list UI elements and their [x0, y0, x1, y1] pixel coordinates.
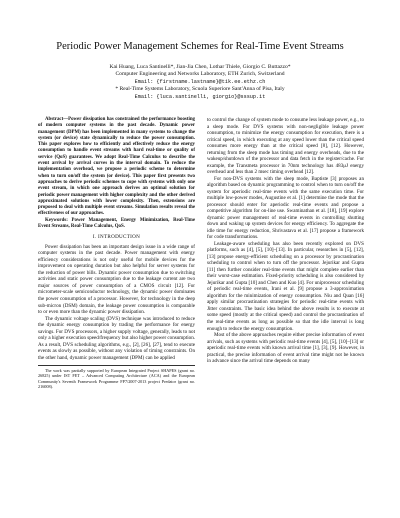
right-paragraph-2: For non-DVS systems with the sleep mode, Baptiste [3] proposes an algorithm based on dynamic programming to control when to turn on/off the system for aperiodic real-time events with the same execution time. For multiple low-power modes, Augustine et al. [1] determine the mode that the processor should enter for aperiodic real-time events and propose a competitive algorithm for on-line use. Swaminathan et al. [18], [19] explore dynamic power management of real-time events in controlling shutting down and waking up system devices for energy efficiency. To aggregate the idle time for energy reduction, Shrivastava et al. [17] propose a framework for code transformations.: [207, 175, 364, 241]
right-paragraph-4: Most of the above approaches require either precise information of event arrivals, such as systems with periodic real-time events [4], [5], [10]–[13] or aperiodic real-time events with known arrival time [1], [3], [9]. However, in practical, the precise information of event arrival time might not be known in advance since the arrival time depends on many: [207, 332, 364, 365]
author-block: [0, 64, 400, 101]
footnote: The work was partially supported by European Integrated Project SHAPES (grant no. 26825) under IST FET – Advanced Computing Architecture (ACA) and the European Community's Seventh Framework Programme FP7/2007-2013 project Predator (grant no. 216008).: [38, 365, 195, 389]
keywords: Keywords: Power Management, Energy Minimization, Real-Time Event Streams, Real-Time Calculus, QoS.: [38, 217, 195, 230]
email-eth: Email: {firstname.lastname}@tik.ee.ethz.ch: [134, 78, 266, 85]
author-names: Kai Huang, Luca Santinelli*, Jian-Jia Chen, Lothar Thiele, Giorgio C. Buttazzo*: [109, 64, 291, 70]
intro-paragraph-2: The dynamic voltage scaling (DVS) technique was introduced to reduce the dynamic energy consumption by trading the performance for energy savings. For DVS processors, a higher supply voltage, generally, leads to not only a higher execution speed/frequency but also higher power consumption. As a result, DVS scheduling algorithms, e.g., [2], [26], [27], tend to execute events as slowly as possible, without any violation of timing constraints. On the other hand, dynamic power management (DPM) can be applied: [38, 315, 196, 361]
section-heading-introduction: I. INTRODUCTION: [92, 234, 141, 241]
paper-title: Periodic Power Management Schemes for Real-Time Event Streams: [56, 41, 344, 52]
email-sssup: Email: {luca.santinelli, giorgio}@sssup.it: [134, 93, 266, 100]
left-column: [38, 117, 195, 389]
affiliation-eth: Computer Engineering and Networks Laboratory, ETH Zurich, Switzerland: [115, 71, 285, 78]
right-paragraph-1: to control the change of system mode to consume less leakage power, e.g., to a sleep mode. For DVS systems with non-negligible leakage power consumption, to minimize the energy consumption for execution, there is a critical speed, in which executing at any speed lower than the critical speed consumes more energy than at the critical speed [8], [12]. However, returning from the sleep mode has timing and energy overheads, due to the wakeup/shutdown of the processor and data fetch in the register/cache. For example, the Transmeta processor in 70nm technology has 483μJ energy overhead and less than 2 msec timing overhead [12].: [207, 117, 364, 176]
affiliation-sssup: * Real-Time Systems Laboratory, Scuola Superiore Sant'Anna of Pisa, Italy: [115, 86, 285, 93]
right-paragraph-3: Leakage-aware scheduling has also been recently explored on DVS platforms, such as [4], [5], [10]–[13]. In particular, researches in [5], [12], [13] propose energy-efficient scheduling on a processor by procrastination scheduling to control when to turn off the processor. Jejurikar and Gupta [11] then further consider real-time events that might complete earlier than their worst-case estimation. Fixed-priority scheduling is also considered by Jejurikar and Gupta [10] and Chen and Kuo [4]. For uniprocessor scheduling of periodic real-time events, Irani et al. [9] propose a 3-approximation algorithm for the minimization of energy consumption. Niu and Quan [16] apply similar procrastination strategies for periodic real-time events with Jitter constraints. The basic idea behind the above results is to execute at some speed (mostly at the critical speed) and control the procrastination of the real-time events as long as possible so that the idle interval is long enough to reduce the energy consumption.: [207, 240, 364, 332]
intro-paragraph-1: Power dissipation has been an important design issue in a wide range of computer systems in the past decade. Power management with energy efficiency considerations is not only useful for mobile devices for the improvement on operating duration but also helpful for server systems for the reduction of power bills. Dynamic power consumption due to switching activities and static power consumption due to the leakage current are two major sources of power consumption of a CMOS circuit [12]. For micrometer-scale semiconductor technology, the dynamic power dominates the power consumption of a processor. However, for technology in the deep sub-micron (DSM) domain, the leakage power consumption is comparable to or even more than the dynamic power dissipation.: [38, 243, 195, 316]
right-column: [207, 117, 364, 365]
abstract: Abstract—Power dissipation has constrained the performance boosting of modern computer systems in the past decade. Dynamic power management (DPM) has been implemented in many systems to change the system (or device) state dynamically to reduce the power consumption. This paper explores how to efficiently and effectively reduce the energy consumption to handle event streams with hard real-time or quality of service (QoS) guarantees. We adopt Real-Time Calculus to describe the event arrival by arrival curves in the interval domain. To reduce the implementation overhead, we propose a periodic scheme to determine when to turn on/off the system (or device). This paper first presents two approaches to derive periodic schemes to cope with systems with only one event stream, in which one approach derives an optimal solution for periodic power management with higher complexity and the other derived approximated solutions with lower complexity. Then, extensions are proposed to deal with multiple event streams. Simulation results reveal the effectiveness of our approaches.: [38, 117, 195, 217]
